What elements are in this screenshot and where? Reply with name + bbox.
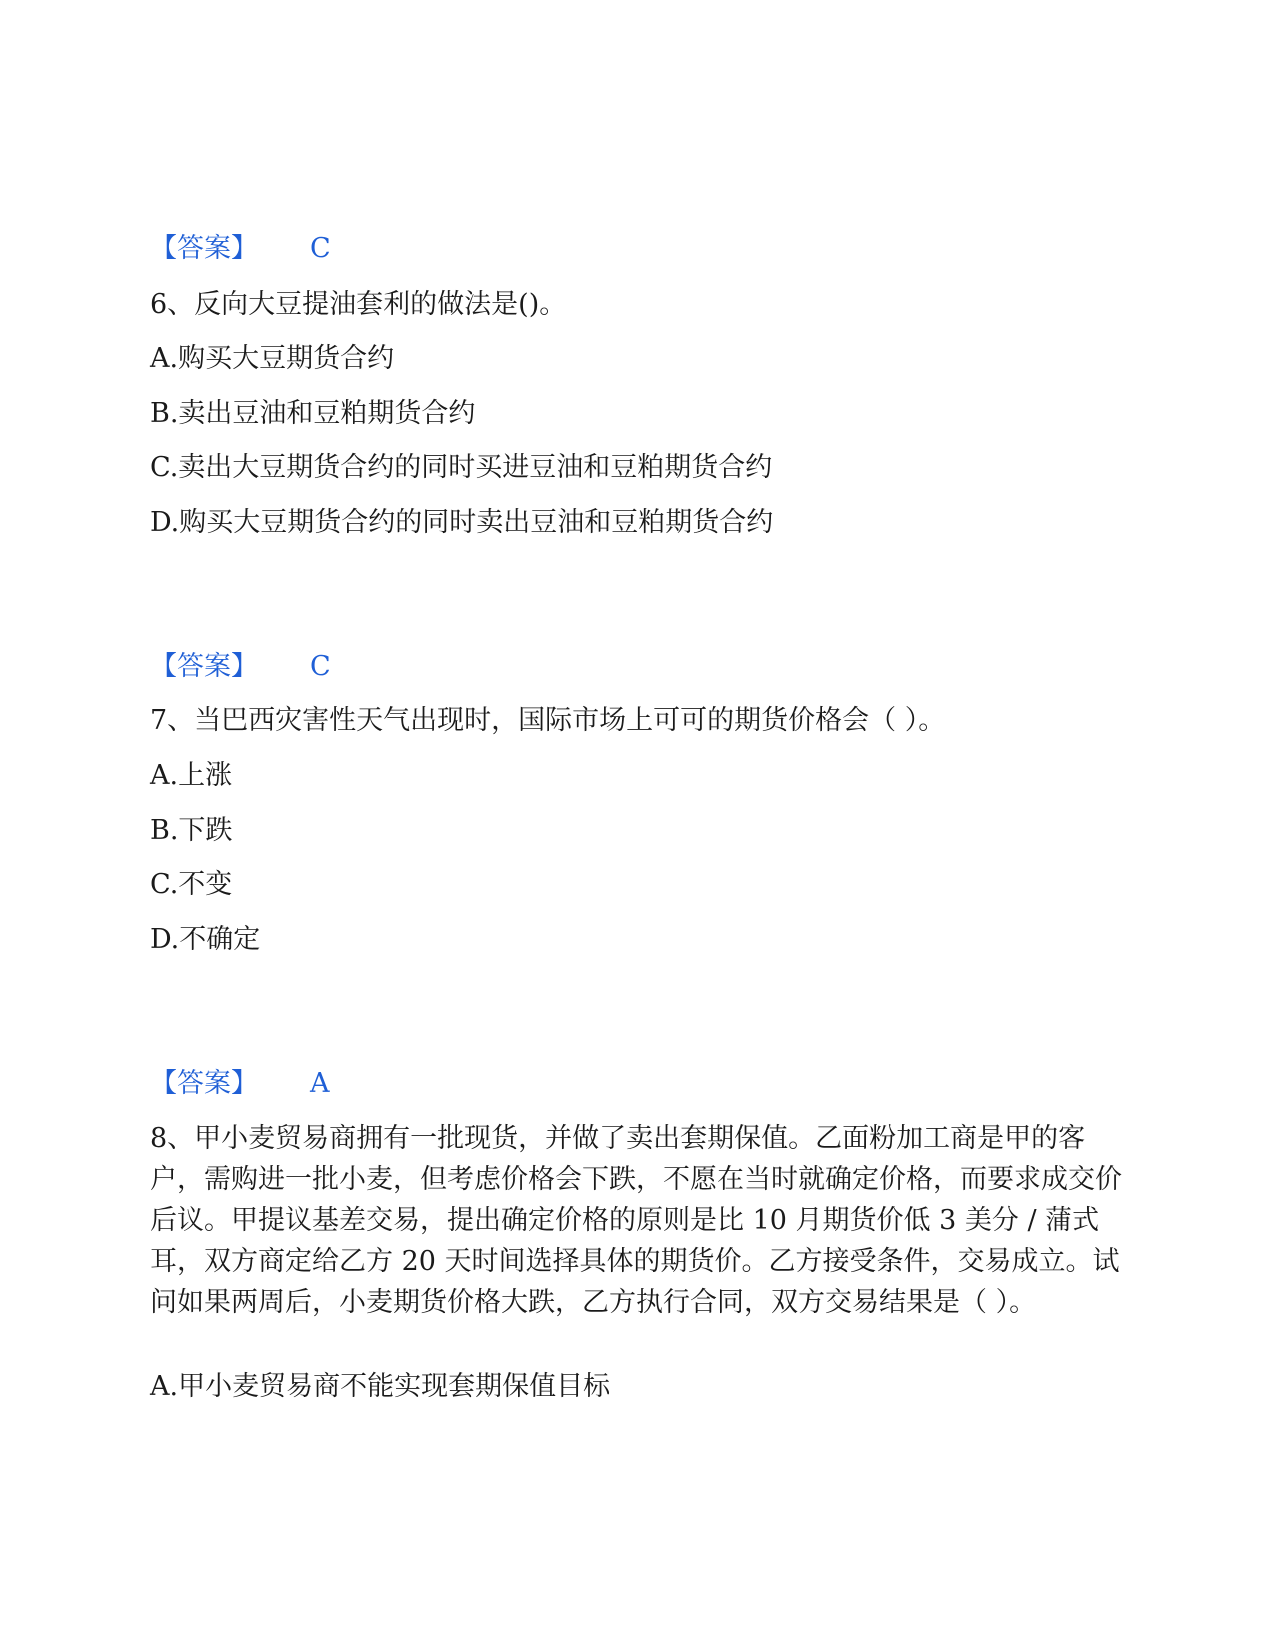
answer-value: A	[310, 1068, 330, 1099]
option-7b: B.下跌	[150, 815, 233, 846]
option-7c: C.不变	[150, 869, 233, 900]
option-6d: D.购买大豆期货合约的同时卖出豆油和豆粕期货合约	[150, 507, 774, 538]
answer-value: C	[310, 651, 331, 682]
option-6b: B.卖出豆油和豆粕期货合约	[150, 398, 476, 429]
question-8: 8、甲小麦贸易商拥有一批现货，并做了卖出套期保值。乙面粉加工商是甲的客户，需购进一批小麦，但考虑价格会下跌，不愿在当时就确定价格，而要求成交价后议。甲提议基差交易，提出确定价格的原则是比 10 月期货价低 3 美分 / 蒲式耳，双方商定给乙方 20 天时间选择具体的期货价。乙方接受条件，交易成立。试问如果两周后，小麦期货价格大跌，乙方执行合同，双方交易结果是（ ）。	[150, 1123, 1122, 1318]
answer-line-1	[150, 232, 331, 266]
answer-value: C	[310, 233, 331, 264]
option-8a: A.甲小麦贸易商不能实现套期保值目标	[150, 1371, 611, 1402]
answer-line-3	[150, 1067, 330, 1101]
answer-label: 【答案】	[150, 1068, 258, 1099]
answer-line-2	[150, 650, 331, 684]
question-6: 6、反向大豆提油套利的做法是()。	[150, 289, 567, 320]
option-6c: C.卖出大豆期货合约的同时买进豆油和豆粕期货合约	[150, 452, 773, 483]
answer-label: 【答案】	[150, 233, 258, 264]
answer-label: 【答案】	[150, 651, 258, 682]
option-7d: D.不确定	[150, 924, 261, 955]
question-7: 7、当巴西灾害性天气出现时，国际市场上可可的期货价格会（ ）。	[150, 705, 946, 736]
option-7a: A.上涨	[150, 760, 233, 791]
option-6a: A.购买大豆期货合约	[150, 343, 395, 374]
